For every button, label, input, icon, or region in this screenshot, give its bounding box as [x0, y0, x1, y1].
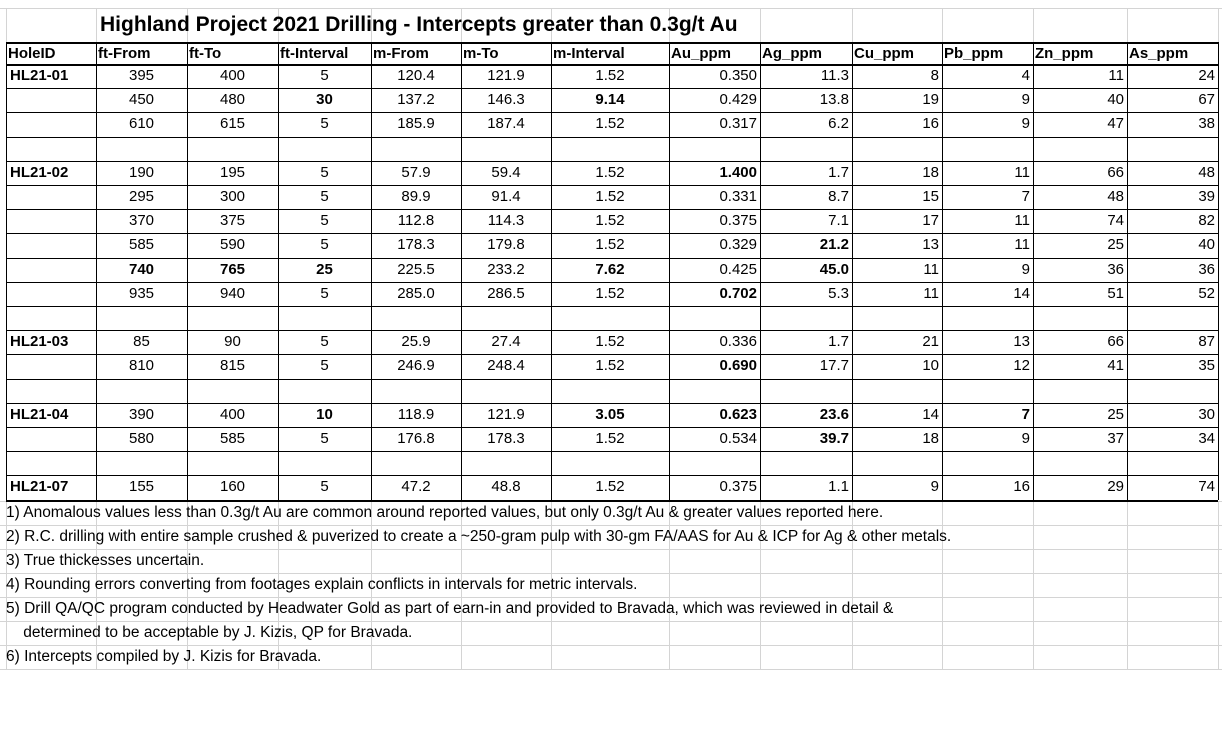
table-cell: 5: [320, 333, 329, 351]
table-cell: 25.9: [401, 333, 431, 351]
table-cell: 30: [1198, 405, 1215, 423]
hole-id-cell: HL21-04: [10, 405, 69, 423]
table-cell: 940: [219, 284, 246, 302]
table-cell: 178.3: [487, 430, 525, 447]
table-cell: 48: [1107, 188, 1124, 205]
hole-id-cell: HL21-01: [10, 67, 69, 84]
table-cell: 11: [1014, 212, 1030, 230]
table-cell: 14: [922, 405, 939, 423]
table-cell: 9: [1021, 430, 1030, 447]
table-cell: 21.2: [819, 236, 849, 254]
table-cell: 185.9: [397, 115, 435, 133]
table-cell: 0.690: [719, 357, 757, 375]
table-cell: 7: [1021, 405, 1030, 423]
table-cell: 3.05: [595, 405, 625, 423]
table-cell: 248.4: [487, 357, 525, 375]
table-cell: 10: [316, 405, 333, 423]
table-cell: 48.8: [491, 478, 521, 496]
table-cell: 25: [1107, 405, 1124, 423]
table-cell: 390: [128, 405, 155, 423]
table-cell: 11: [1014, 163, 1030, 181]
table-cell: 7.1: [828, 212, 849, 230]
column-header: ft-To: [189, 45, 222, 62]
column-header: Cu_ppm: [854, 45, 914, 62]
table-cell: 5: [320, 67, 329, 84]
table-cell: 585: [219, 430, 246, 447]
gridline: [1218, 8, 1219, 42]
table-cell: 57.9: [401, 163, 431, 181]
table-cell: 580: [128, 430, 155, 447]
table-cell: 146.3: [487, 91, 525, 109]
table-cell: 815: [219, 357, 246, 375]
table-cell: 0.425: [719, 260, 757, 278]
table-cell: 14: [1013, 284, 1030, 302]
table-cell: 0.375: [719, 478, 757, 496]
table-cell: 23.6: [819, 405, 849, 423]
table-cell: 7.62: [595, 260, 625, 278]
table-cell: 13: [1013, 333, 1030, 351]
table-cell: 740: [128, 260, 155, 278]
table-cell: 9.14: [595, 91, 625, 109]
gridline: [1218, 501, 1219, 669]
table-cell: 112.8: [397, 212, 435, 230]
table-cell: 51: [1107, 284, 1124, 302]
table-cell: 89.9: [401, 188, 431, 205]
column-header: m-From: [373, 45, 429, 62]
footnote: 4) Rounding errors converting from footages explain conflicts in intervals for metric intervals.: [6, 575, 638, 593]
table-cell: 11: [1014, 236, 1030, 254]
table-cell: 4: [1021, 67, 1030, 84]
table-cell: 233.2: [487, 260, 525, 278]
table-border: [6, 42, 7, 500]
table-cell: 18: [922, 430, 939, 447]
table-cell: 8.7: [828, 188, 849, 205]
table-cell: 285.0: [397, 284, 435, 302]
table-cell: 765: [219, 260, 246, 278]
table-cell: 0.702: [719, 284, 757, 302]
table-cell: 1.52: [595, 236, 625, 254]
table-cell: 1.7: [828, 163, 849, 181]
table-cell: 52: [1198, 284, 1215, 302]
footnote: 3) True thickesses uncertain.: [6, 551, 205, 569]
table-cell: 19: [922, 91, 939, 109]
table-cell: 1.1: [828, 478, 849, 496]
table-cell: 246.9: [397, 357, 435, 375]
table-cell: 87: [1198, 333, 1215, 351]
table-cell: 9: [1021, 115, 1030, 133]
table-cell: 121.9: [487, 405, 525, 423]
table-cell: 400: [219, 67, 246, 84]
column-header: HoleID: [8, 45, 56, 62]
table-cell: 810: [128, 357, 155, 375]
table-cell: 67: [1198, 91, 1215, 109]
hole-id-cell: HL21-03: [10, 333, 69, 351]
table-cell: 9: [1021, 260, 1030, 278]
table-cell: 225.5: [397, 260, 435, 278]
footnote: 6) Intercepts compiled by J. Kizis for Bravada.: [6, 647, 322, 665]
table-cell: 1.52: [595, 357, 625, 375]
table-cell: 300: [219, 188, 246, 205]
table-cell: 0.623: [719, 405, 757, 423]
table-cell: 370: [128, 212, 155, 230]
table-cell: 1.52: [595, 212, 625, 230]
table-title: Highland Project 2021 Drilling - Intercepts greater than 0.3g/t Au: [100, 13, 738, 36]
table-cell: 34: [1198, 430, 1215, 447]
table-cell: 1.52: [595, 115, 625, 133]
gridline: [942, 8, 943, 42]
table-cell: 190: [128, 163, 155, 181]
table-cell: 21: [922, 333, 939, 351]
table-cell: 0.331: [719, 188, 757, 205]
table-cell: 1.400: [719, 163, 757, 181]
table-cell: 1.52: [595, 67, 625, 84]
table-cell: 40: [1107, 91, 1124, 109]
table-cell: 179.8: [487, 236, 525, 254]
gridline: [0, 669, 1222, 670]
gridline: [1127, 501, 1128, 669]
table-border: [1218, 42, 1219, 500]
table-cell: 27.4: [491, 333, 521, 351]
table-cell: 11: [1108, 67, 1124, 84]
table-cell: 24: [1198, 67, 1215, 84]
table-cell: 178.3: [397, 236, 435, 254]
table-cell: 5: [320, 430, 329, 447]
table-cell: 0.336: [719, 333, 757, 351]
table-cell: 400: [219, 405, 246, 423]
table-cell: 59.4: [491, 163, 521, 181]
footnote: determined to be acceptable by J. Kizis, QP for Bravada.: [6, 623, 413, 641]
table-cell: 5: [320, 163, 329, 181]
table-cell: 6.2: [828, 115, 849, 133]
table-cell: 1.52: [595, 284, 625, 302]
gridline: [1127, 8, 1128, 42]
table-cell: 16: [922, 115, 939, 133]
table-cell: 47.2: [401, 478, 431, 496]
table-cell: 1.52: [595, 430, 625, 447]
table-cell: 450: [128, 91, 155, 109]
table-cell: 0.429: [719, 91, 757, 109]
table-cell: 195: [219, 163, 246, 181]
table-cell: 11: [923, 284, 939, 302]
table-cell: 610: [128, 115, 155, 133]
footnote: 2) R.C. drilling with entire sample crushed & puverized to create a ~250-gram pulp with 30-gm FA/AAS for Au & ICP for Ag & other metals.: [6, 527, 952, 545]
table-cell: 0.534: [719, 430, 757, 447]
table-cell: 9: [1021, 91, 1030, 109]
table-cell: 39.7: [819, 430, 849, 447]
table-cell: 5: [320, 478, 329, 496]
table-cell: 17: [922, 212, 939, 230]
column-header: Pb_ppm: [944, 45, 1004, 62]
table-cell: 590: [219, 236, 246, 254]
column-header: m-To: [463, 45, 499, 62]
table-cell: 9: [930, 478, 939, 496]
footnote: 5) Drill QA/QC program conducted by Headwater Gold as part of earn-in and provided to Bravada, which was reviewed in detail &: [6, 599, 894, 617]
gridline: [96, 8, 97, 42]
table-cell: 5: [320, 284, 329, 302]
gridline: [1033, 8, 1034, 42]
table-cell: 16: [1013, 478, 1030, 496]
table-cell: 45.0: [819, 260, 849, 278]
table-cell: 36: [1198, 260, 1215, 278]
gridline: [760, 8, 761, 42]
column-header: ft-From: [98, 45, 151, 62]
table-cell: 37: [1107, 430, 1124, 447]
table-cell: 155: [128, 478, 155, 496]
table-cell: 13.8: [819, 91, 849, 109]
table-cell: 30: [316, 91, 333, 109]
table-cell: 90: [224, 333, 241, 351]
table-cell: 18: [922, 163, 939, 181]
table-cell: 160: [219, 478, 246, 496]
table-cell: 41: [1107, 357, 1124, 375]
gridline: [1033, 501, 1034, 669]
gridline: [6, 8, 7, 42]
table-cell: 5: [320, 212, 329, 230]
table-cell: 15: [922, 188, 939, 205]
table-cell: 375: [219, 212, 246, 230]
table-cell: 11.3: [820, 67, 849, 84]
table-cell: 5: [320, 357, 329, 375]
table-cell: 0.329: [719, 236, 757, 254]
table-cell: 0.375: [719, 212, 757, 230]
table-cell: 82: [1198, 212, 1215, 230]
table-cell: 12: [1013, 357, 1030, 375]
table-cell: 1.52: [595, 163, 625, 181]
table-cell: 5: [320, 188, 329, 205]
table-cell: 10: [922, 357, 939, 375]
table-cell: 585: [128, 236, 155, 254]
table-cell: 11: [923, 260, 939, 278]
table-cell: 0.350: [719, 67, 757, 84]
table-cell: 114.3: [487, 212, 525, 230]
hole-id-cell: HL21-07: [10, 478, 69, 496]
column-header: m-Interval: [553, 45, 625, 62]
gridline: [0, 8, 1222, 9]
hole-id-cell: HL21-02: [10, 163, 69, 181]
table-cell: 25: [1107, 236, 1124, 254]
table-cell: 66: [1107, 163, 1124, 181]
column-header: Zn_ppm: [1035, 45, 1094, 62]
table-cell: 187.4: [487, 115, 525, 133]
footnote: 1) Anomalous values less than 0.3g/t Au are common around reported values, but only 0.3g/t Au & greater values reported here.: [6, 503, 884, 521]
table-cell: 5: [320, 115, 329, 133]
table-cell: 7: [1021, 188, 1030, 205]
table-cell: 137.2: [397, 91, 435, 109]
table-cell: 47: [1107, 115, 1124, 133]
table-cell: 286.5: [487, 284, 525, 302]
table-cell: 36: [1107, 260, 1124, 278]
table-cell: 1.52: [595, 478, 625, 496]
table-cell: 615: [219, 115, 246, 133]
table-cell: 29: [1107, 478, 1124, 496]
table-cell: 85: [133, 333, 150, 351]
table-cell: 295: [128, 188, 155, 205]
column-header: ft-Interval: [280, 45, 349, 62]
table-cell: 118.9: [397, 405, 435, 423]
table-cell: 1.7: [828, 333, 849, 351]
table-cell: 39: [1198, 188, 1215, 205]
table-cell: 120.4: [397, 67, 435, 84]
table-cell: 48: [1198, 163, 1215, 181]
table-cell: 0.317: [719, 115, 757, 133]
column-header: Ag_ppm: [762, 45, 822, 62]
table-cell: 13: [922, 236, 939, 254]
gridline: [852, 8, 853, 42]
table-cell: 17.7: [819, 357, 849, 375]
table-cell: 395: [128, 67, 155, 84]
table-cell: 1.52: [595, 333, 625, 351]
table-cell: 176.8: [397, 430, 435, 447]
table-cell: 40: [1198, 236, 1215, 254]
table-cell: 66: [1107, 333, 1124, 351]
table-cell: 74: [1107, 212, 1124, 230]
table-cell: 25: [316, 260, 333, 278]
table-cell: 121.9: [487, 67, 525, 84]
table-cell: 8: [930, 67, 939, 84]
table-cell: 935: [128, 284, 155, 302]
table-cell: 91.4: [491, 188, 521, 205]
table-cell: 74: [1198, 478, 1215, 496]
table-cell: 38: [1198, 115, 1215, 133]
table-cell: 5: [320, 236, 329, 254]
table-cell: 1.52: [595, 188, 625, 205]
column-header: As_ppm: [1129, 45, 1189, 62]
column-header: Au_ppm: [671, 45, 731, 62]
table-cell: 5.3: [828, 284, 849, 302]
table-cell: 35: [1198, 357, 1215, 375]
table-cell: 480: [219, 91, 246, 109]
